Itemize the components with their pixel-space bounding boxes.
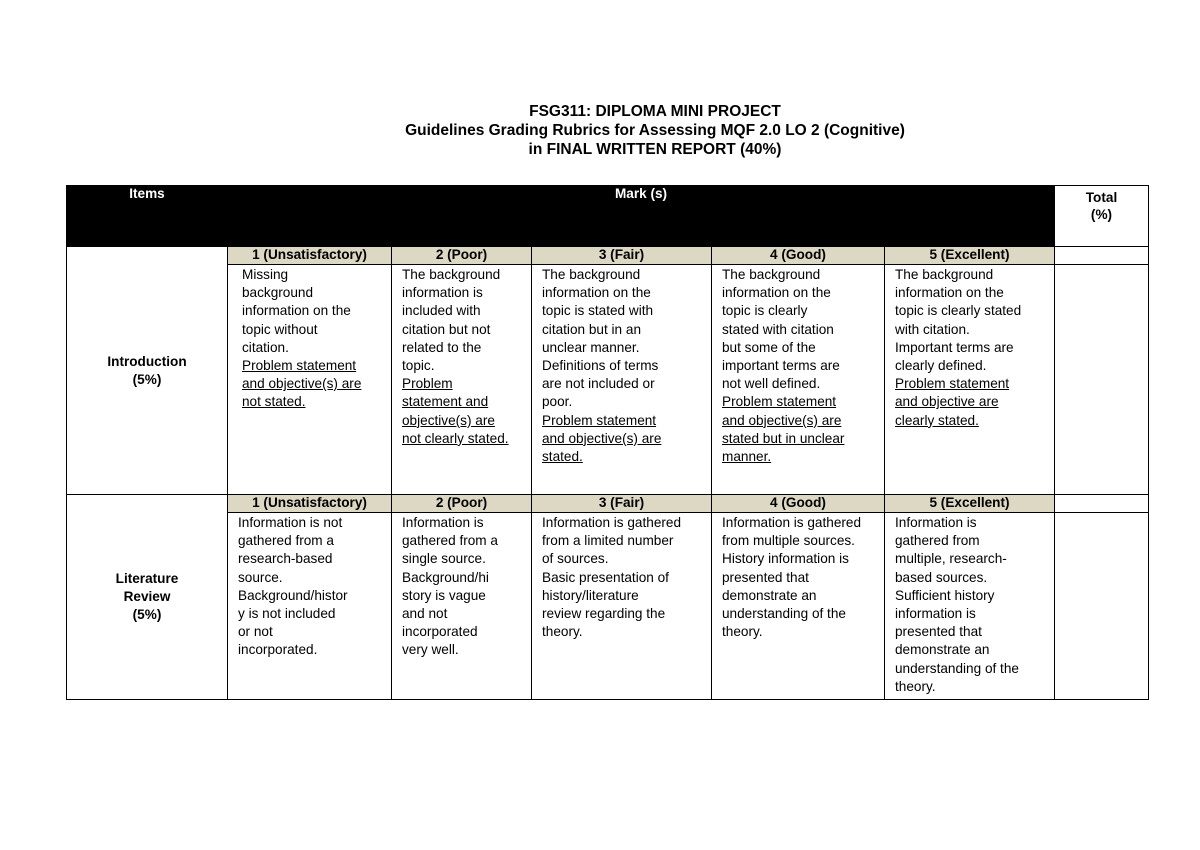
criterion-line: information on the (895, 285, 1004, 301)
criterion-text (895, 514, 1052, 696)
scale-4: 4 (Good) (712, 495, 885, 513)
criterion-text (238, 514, 389, 660)
criterion-line: incorporated. (238, 642, 318, 658)
criterion-line: story is vague (402, 587, 486, 603)
item-literature-label-1: Literature (115, 571, 179, 587)
intro-total-cell (1055, 265, 1149, 495)
criterion-text (542, 514, 709, 641)
criteria-row-introduction (67, 265, 1149, 495)
criterion-line: citation but in an (542, 321, 641, 337)
criterion-line: Information is gathered (722, 515, 862, 530)
criterion-line: background (242, 285, 314, 301)
criterion-line: unclear manner. (542, 339, 640, 355)
criterion-line: very well. (402, 642, 459, 658)
intro-criterion-4 (712, 265, 885, 495)
items-header: Items (67, 186, 228, 247)
criterion-line: and objective(s) are (242, 376, 362, 392)
criterion-line: related to the (402, 339, 482, 355)
criterion-text (242, 357, 389, 412)
criterion-line: multiple, research- (895, 551, 1007, 567)
criterion-line: manner. (722, 449, 772, 465)
criterion-line: information on the (242, 303, 351, 319)
criterion-line: research-based (238, 551, 333, 567)
criterion-line: review regarding the (542, 606, 666, 622)
criteria-row-literature (67, 513, 1149, 700)
lit-criterion-5 (885, 513, 1055, 700)
criterion-line: y is not included (238, 606, 336, 622)
scale-3: 3 (Fair) (532, 247, 712, 265)
lit-criterion-1 (228, 513, 392, 700)
scale-blank (1055, 247, 1149, 265)
scale-1: 1 (Unsatisfactory) (228, 495, 392, 513)
intro-criterion-2 (392, 265, 532, 495)
criterion-line: citation but not (402, 321, 491, 337)
criterion-line: are not included or (542, 376, 655, 392)
document-title (0, 102, 1200, 159)
item-literature-weight: (5%) (132, 607, 162, 623)
criterion-line: theory. (542, 624, 583, 640)
criterion-line: topic is stated with (542, 303, 654, 319)
criterion-line: stated with citation (722, 321, 834, 337)
criterion-line: source. (238, 569, 283, 585)
criterion-line: Background/histor (238, 587, 348, 603)
title-line-1: FSG311: DIPLOMA MINI PROJECT (529, 103, 781, 120)
criterion-line: and objective are (895, 394, 999, 410)
criterion-text (722, 266, 882, 393)
criterion-text (542, 412, 709, 467)
criterion-text (402, 375, 529, 448)
criterion-line: included with (402, 303, 481, 319)
lit-criterion-2 (392, 513, 532, 700)
criterion-line: incorporated (402, 624, 478, 640)
criterion-line: demonstrate an (895, 642, 990, 658)
criterion-line: single source. (402, 551, 486, 567)
criterion-line: not stated. (242, 394, 306, 410)
criterion-line: topic is clearly stated (895, 303, 1022, 319)
scale-row-literature (67, 495, 1149, 513)
scale-5: 5 (Excellent) (885, 247, 1055, 265)
criterion-line: The background (402, 267, 501, 282)
criterion-text (402, 266, 529, 375)
criterion-line: demonstrate an (722, 587, 817, 603)
criterion-line: Information is gathered (542, 515, 682, 530)
item-introduction-weight: (5%) (132, 371, 162, 387)
criterion-line: information is (402, 285, 483, 301)
criterion-line: important terms are (722, 358, 840, 374)
criterion-line: Missing (242, 267, 289, 282)
title-line-3: in FINAL WRITTEN REPORT (40%) (528, 141, 782, 158)
criterion-line: gathered from a (402, 533, 498, 549)
item-introduction-label: Introduction (107, 353, 187, 369)
criterion-line: understanding of the (895, 660, 1019, 676)
mark-header: Mark (s) (228, 186, 1055, 247)
intro-criterion-3 (532, 265, 712, 495)
criterion-line: Problem statement (242, 358, 357, 374)
criterion-text (402, 514, 529, 660)
criterion-line: theory. (722, 624, 763, 640)
criterion-line: The background (722, 267, 821, 282)
criterion-line: history/literature (542, 587, 639, 603)
criterion-line: from multiple sources. (722, 533, 855, 549)
criterion-line: and objective(s) are (722, 412, 842, 428)
criterion-line: information is (895, 606, 976, 622)
criterion-line: Background/hi (402, 569, 489, 585)
criterion-line: statement and (402, 394, 489, 410)
criterion-line: Problem statement (895, 376, 1010, 392)
criterion-line: topic without (242, 321, 318, 337)
criterion-line: information on the (722, 285, 831, 301)
criterion-line: The background (542, 267, 641, 282)
item-introduction (67, 247, 228, 495)
header-row (67, 186, 1149, 247)
rubric-table (66, 185, 1149, 700)
criterion-line: and not (402, 606, 448, 622)
scale-5: 5 (Excellent) (885, 495, 1055, 513)
total-header-line-1: Total (1085, 190, 1118, 205)
criterion-line: information on the (542, 285, 651, 301)
criterion-line: Information is not (238, 515, 343, 530)
criterion-line: poor. (542, 394, 573, 410)
criterion-line: with citation. (895, 321, 970, 337)
lit-total-cell (1055, 513, 1149, 700)
criterion-line: objective(s) are (402, 412, 495, 428)
scale-3: 3 (Fair) (532, 495, 712, 513)
criterion-line: but some of the (722, 339, 816, 355)
criterion-line: topic. (402, 358, 435, 374)
criterion-text (722, 514, 882, 641)
criterion-line: gathered from a (238, 533, 334, 549)
criterion-line: based sources. (895, 569, 988, 585)
scale-row-introduction (67, 247, 1149, 265)
criterion-line: theory. (895, 678, 936, 694)
criterion-line: presented that (722, 569, 809, 585)
total-header (1055, 186, 1149, 247)
criterion-text (895, 375, 1052, 430)
criterion-text (895, 266, 1052, 375)
scale-4: 4 (Good) (712, 247, 885, 265)
criterion-line: and objective(s) are (542, 430, 662, 446)
criterion-line: not well defined. (722, 376, 821, 392)
criterion-line: Important terms are (895, 339, 1014, 355)
criterion-line: Sufficient history (895, 587, 995, 603)
intro-criterion-5 (885, 265, 1055, 495)
criterion-line: clearly stated. (895, 412, 979, 428)
criterion-line: citation. (242, 339, 289, 355)
criterion-text (542, 266, 709, 412)
criterion-line: Definitions of terms (542, 358, 659, 374)
criterion-line: stated. (542, 449, 583, 465)
item-literature-label-2: Review (123, 589, 171, 605)
criterion-text (242, 266, 389, 357)
criterion-line: History information is (722, 551, 849, 567)
total-header-line-2: (%) (1090, 207, 1113, 222)
criterion-line: The background (895, 267, 994, 282)
intro-criterion-1 (228, 265, 392, 495)
criterion-line: stated but in unclear (722, 430, 845, 446)
criterion-line: of sources. (542, 551, 609, 567)
criterion-line: gathered from (895, 533, 980, 549)
lit-criterion-4 (712, 513, 885, 700)
scale-1: 1 (Unsatisfactory) (228, 247, 392, 265)
criterion-line: or not (238, 624, 273, 640)
item-literature-review (67, 495, 228, 700)
criterion-line: from a limited number (542, 533, 674, 549)
criterion-line: understanding of the (722, 606, 846, 622)
scale-2: 2 (Poor) (392, 247, 532, 265)
lit-criterion-3 (532, 513, 712, 700)
criterion-line: Problem statement (722, 394, 837, 410)
criterion-line: Information is (895, 515, 977, 530)
criterion-line: Problem statement (542, 412, 657, 428)
scale-blank (1055, 495, 1149, 513)
title-line-2: Guidelines Grading Rubrics for Assessing MQF 2.0 LO 2 (Cognitive) (405, 122, 905, 139)
criterion-line: topic is clearly (722, 303, 808, 319)
criterion-line: clearly defined. (895, 358, 987, 374)
criterion-text (722, 393, 882, 466)
criterion-line: Problem (402, 376, 453, 392)
criterion-line: presented that (895, 624, 982, 640)
criterion-line: Information is (402, 515, 484, 530)
criterion-line: not clearly stated. (402, 430, 509, 446)
criterion-line: Basic presentation of (542, 569, 669, 585)
scale-2: 2 (Poor) (392, 495, 532, 513)
